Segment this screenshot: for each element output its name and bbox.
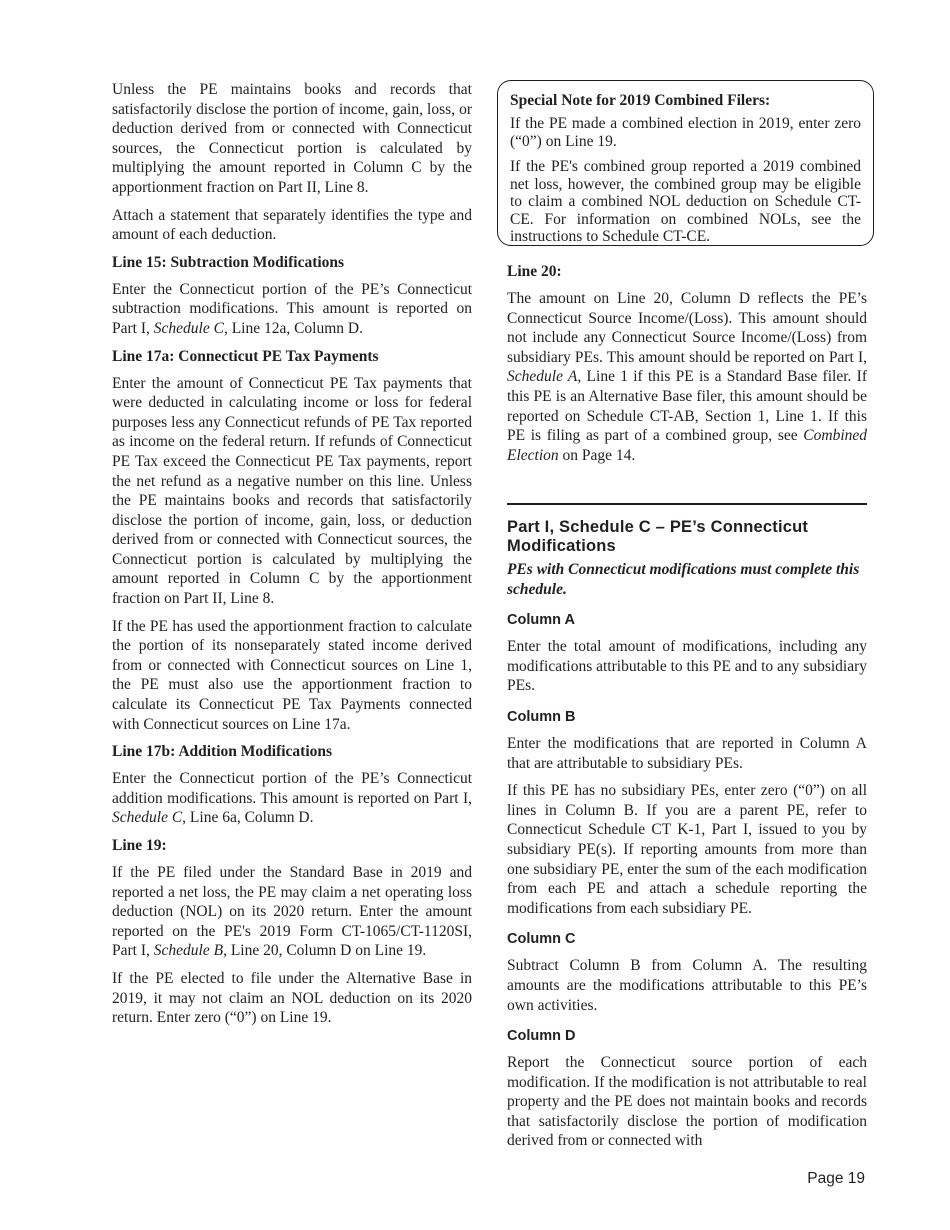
- line20-heading: Line 20:: [507, 263, 562, 280]
- line17b-paragraph: Enter the Connecticut portion of the PE’s Connecticut addition modifications. This amount is reported on Part I, Schedule C, Line 6a, Column D.: [112, 770, 472, 827]
- right-column-lower: [507, 518, 867, 1159]
- schedule-c-title: Part I, Schedule C – PE’s Connecticut Modifications: [507, 518, 809, 555]
- column-b-paragraph-1: Enter the modifications that are reported in Column A that are attributable to subsidiary PEs.: [507, 734, 867, 772]
- column-a-heading: Column A: [507, 612, 575, 629]
- intro-paragraph: Unless the PE maintains books and records that satisfactorily disclose the portion of income, gain, loss, or deduction derived from or connected with Connecticut sources, the Connecticut portion is calculated by multiplying the amount reported in Column C by the apportionment fraction on Part II, Line 8.: [112, 81, 472, 196]
- line19-paragraph-1: If the PE filed under the Standard Base in 2019 and reported a net loss, the PE may claim a net operating loss deduction (NOL) on its 2020 return. Enter the amount reported on the PE's 2019 Form CT-1065/CT-1120SI, Part I, Schedule B, Line 20, Column D on Line 19.: [112, 864, 472, 960]
- left-column: [112, 80, 472, 1036]
- right-column-upper: [507, 262, 867, 473]
- attach-statement-paragraph: Attach a statement that separately identifies the type and amount of each deduction.: [112, 206, 472, 244]
- column-b-heading: Column B: [507, 708, 576, 725]
- line15-heading: Line 15: Subtraction Modifications: [112, 253, 345, 271]
- column-b-paragraph-2: If this PE has no subsidiary PEs, enter zero (“0”) on all lines in Column B. If you are a parent PE, refer to Connecticut Schedule CT K-1, Part I, issued to you by subsidiary PE(s). If reporting amounts from more than one subsidiary PE, enter the sum of the each modification from each PE and attach a schedule reporting the modifications from each subsidiary PE.: [507, 782, 867, 917]
- special-note-paragraph-2: If the PE's combined group reported a 2019 combined net loss, however, the combined group may be eligible to claim a combined NOL deduction on Schedule CT-CE. For information on combined NOLs, see the instructions to Schedule CT-CE.: [510, 158, 861, 245]
- column-c-heading: Column C: [507, 931, 576, 948]
- special-note-paragraph-1: If the PE made a combined election in 2019, enter zero (“0”) on Line 19.: [510, 115, 861, 150]
- line17a-heading: Line 17a: Connecticut PE Tax Payments: [112, 347, 379, 365]
- special-note-title: Special Note for 2019 Combined Filers:: [510, 92, 771, 109]
- line15-paragraph: Enter the Connecticut portion of the PE’s Connecticut subtraction modifications. This amount is reported on Part I, Schedule C, Line 12a, Column D.: [112, 280, 472, 337]
- schedule-c-subtitle: PEs with Connecticut modifications must complete this schedule.: [507, 561, 860, 598]
- special-note-box: [497, 80, 874, 246]
- line17a-paragraph-2: If the PE has used the apportionment fraction to calculate the portion of its nonseparately stated income derived from or connected with Connecticut sources on Line 1, the PE must also use the apportionment fraction to calculate its Connecticut PE Tax Payments connected with Connecticut sources on Line 17a.: [112, 617, 472, 733]
- section-divider: [507, 503, 867, 505]
- line19-paragraph-2: If the PE elected to file under the Alternative Base in 2019, it may not claim an NOL deduction on its 2020 return. Enter zero (“0”) on Line 19.: [112, 969, 472, 1027]
- line19-heading: Line 19:: [112, 837, 167, 854]
- line17a-paragraph-1: Enter the amount of Connecticut PE Tax payments that were deducted in calculating income or loss for federal purposes less any Connecticut refunds of PE Tax reported as income on the federal return. If refunds of Connecticut PE Tax exceed the Connecticut PE Tax payments, report the net refund as a negative number on this line. Unless the PE maintains books and records that satisfactorily disclose the portion of income, gain, loss, or deduction derived from or connected with Connecticut sources, the Connecticut portion is calculated by multiplying the amount reported in Column C by the apportionment fraction on Part II, Line 8.: [112, 374, 472, 608]
- column-c-paragraph: Subtract Column B from Column A. The resulting amounts are the modifications attributable to this PE’s own activities.: [507, 957, 867, 1014]
- page-number: Page 19: [807, 1170, 865, 1187]
- line17b-heading: Line 17b: Addition Modifications: [112, 743, 333, 761]
- column-d-heading: Column D: [507, 1028, 576, 1045]
- column-d-paragraph: Report the Connecticut source portion of each modification. If the modification is not attributable to real property and the PE does not maintain books and records that satisfactorily disclose the portion of modification derived from or connected with: [507, 1054, 867, 1150]
- column-a-paragraph: Enter the total amount of modifications, including any modifications attributable to this PE and to any subsidiary PEs.: [507, 638, 867, 695]
- line20-paragraph: The amount on Line 20, Column D reflects the PE’s Connecticut Source Income/(Loss). This amount should not include any Connecticut Source Income/(Loss) from subsidiary PEs. This amount should be reported on Part I, Schedule A, Line 1 if this PE is a Standard Base filer. If this PE is an Alternative Base filer, this amount should be reported on Schedule CT-AB, Section 1, Line 1. If this PE is filing as part of a combined group, see Combined Election on Page 14.: [507, 290, 867, 464]
